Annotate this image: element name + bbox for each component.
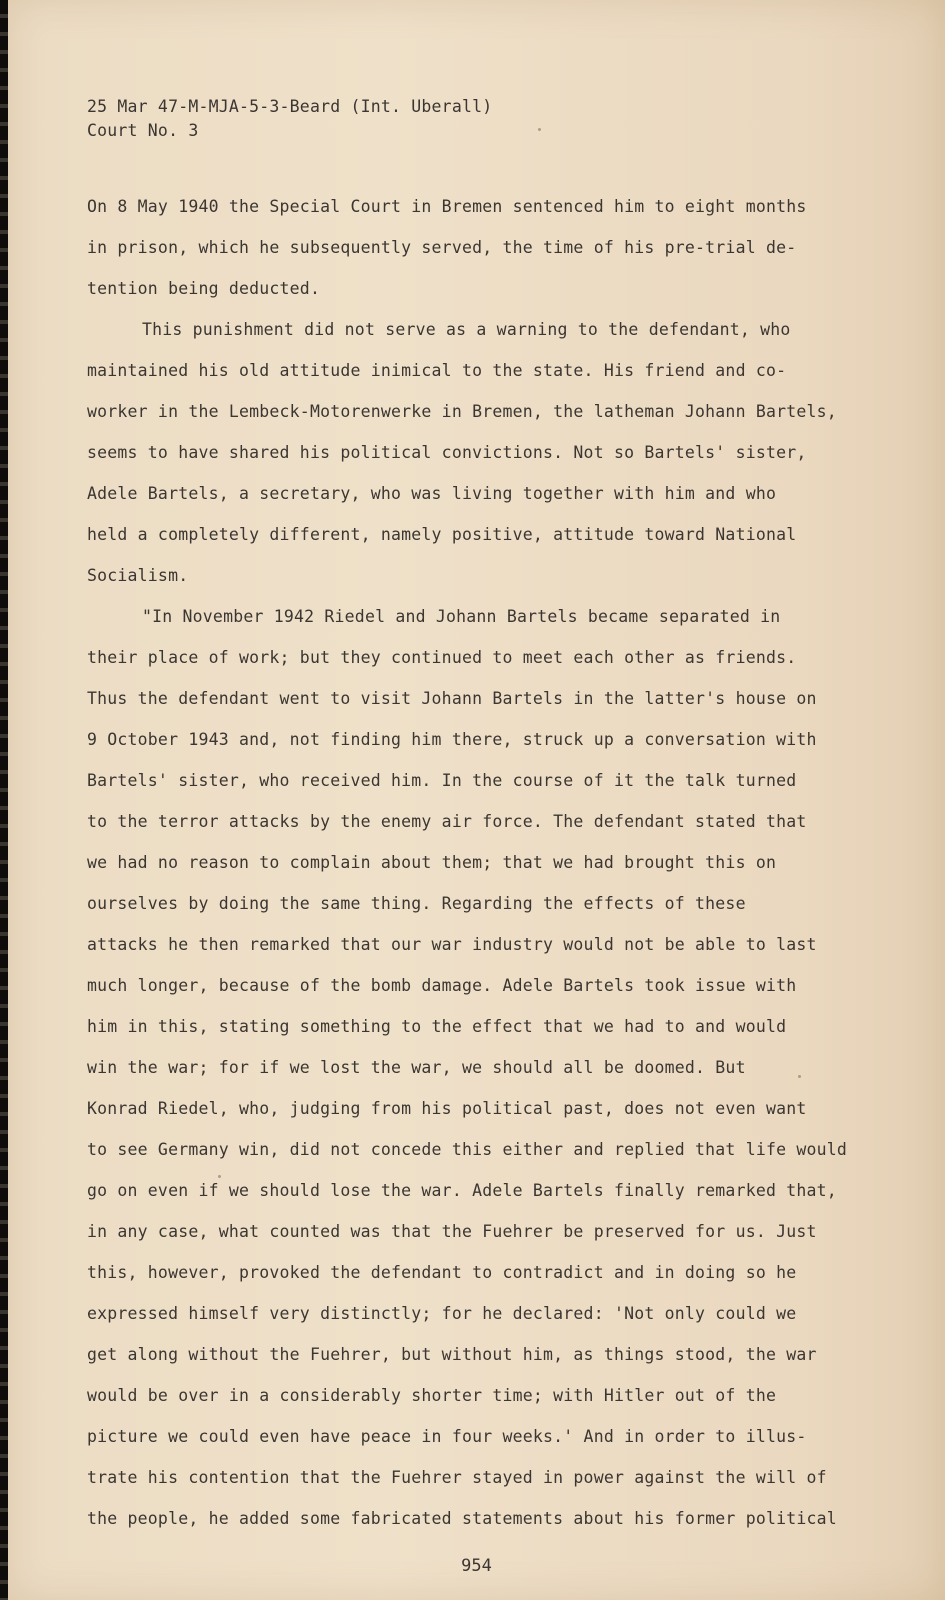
body-line: go on even if we should lose the war. Adele Bartels finally remarked that, (87, 1181, 837, 1200)
body-line: Thus the defendant went to visit Johann Bartels in the latter's house on (87, 689, 817, 708)
body-line: ourselves by doing the same thing. Regarding the effects of these (87, 894, 746, 913)
body-line: him in this, stating something to the effect that we had to and would (87, 1017, 787, 1036)
body-line: worker in the Lembeck-Motorenwerke in Bremen, the latheman Johann Bartels, (87, 402, 837, 421)
body-line: seems to have shared his political convictions. Not so Bartels' sister, (87, 443, 807, 462)
body-line: held a completely different, namely positive, attitude toward National (87, 525, 797, 544)
body-line: to the terror attacks by the enemy air force. The defendant stated that (87, 812, 807, 831)
body-line: 9 October 1943 and, not finding him there, struck up a conversation with (87, 730, 817, 749)
body-line: we had no reason to complain about them; that we had brought this on (87, 853, 777, 872)
page-number: 954 (461, 1556, 492, 1576)
body-line: Bartels' sister, who received him. In the course of it the talk turned (87, 771, 797, 790)
body-line: Socialism. (87, 566, 189, 585)
body-line: attacks he then remarked that our war industry would not be able to last (87, 935, 817, 954)
body-line: expressed himself very distinctly; for he declared: 'Not only could we (87, 1304, 797, 1323)
body-line: Konrad Riedel, who, judging from his political past, does not even want (87, 1099, 807, 1118)
body-line: to see Germany win, did not concede this either and replied that life would (87, 1140, 848, 1159)
paper-speck (218, 1175, 221, 1178)
body-line: On 8 May 1940 the Special Court in Bremen sentenced him to eight months (87, 197, 807, 216)
body-line: "In November 1942 Riedel and Johann Bartels became separated in (142, 607, 781, 626)
header-reference: 25 Mar 47-M-MJA-5-3-Beard (Int. Uberall) (87, 97, 493, 116)
body-line: This punishment did not serve as a warning to the defendant, who (142, 320, 791, 339)
body-line: would be over in a considerably shorter time; with Hitler out of the (87, 1386, 777, 1405)
body-line: much longer, because of the bomb damage. Adele Bartels took issue with (87, 976, 797, 995)
body-line: get along without the Fuehrer, but without him, as things stood, the war (87, 1345, 817, 1364)
body-line: this, however, provoked the defendant to contradict and in doing so he (87, 1263, 797, 1282)
document-body (87, 195, 887, 1548)
paper-speck (798, 1075, 801, 1078)
body-line: in prison, which he subsequently served, the time of his pre-trial de- (87, 238, 797, 257)
body-line: their place of work; but they continued to meet each other as friends. (87, 648, 797, 667)
header-court-number: Court No. 3 (87, 121, 199, 140)
body-line: Adele Bartels, a secretary, who was living together with him and who (87, 484, 777, 503)
binding-edge (0, 0, 8, 1600)
body-line: tention being deducted. (87, 279, 321, 298)
document-page (8, 0, 945, 1600)
document-header (87, 95, 492, 143)
body-line: the people, he added some fabricated statements about his former political (87, 1509, 837, 1528)
body-line: picture we could even have peace in four weeks.' And in order to illus- (87, 1427, 807, 1446)
body-line: in any case, what counted was that the Fuehrer be preserved for us. Just (87, 1222, 817, 1241)
body-line: win the war; for if we lost the war, we should all be doomed. But (87, 1058, 746, 1077)
body-line: maintained his old attitude inimical to the state. His friend and co- (87, 361, 787, 380)
paper-speck (538, 128, 541, 131)
body-line: trate his contention that the Fuehrer stayed in power against the will of (87, 1468, 827, 1487)
